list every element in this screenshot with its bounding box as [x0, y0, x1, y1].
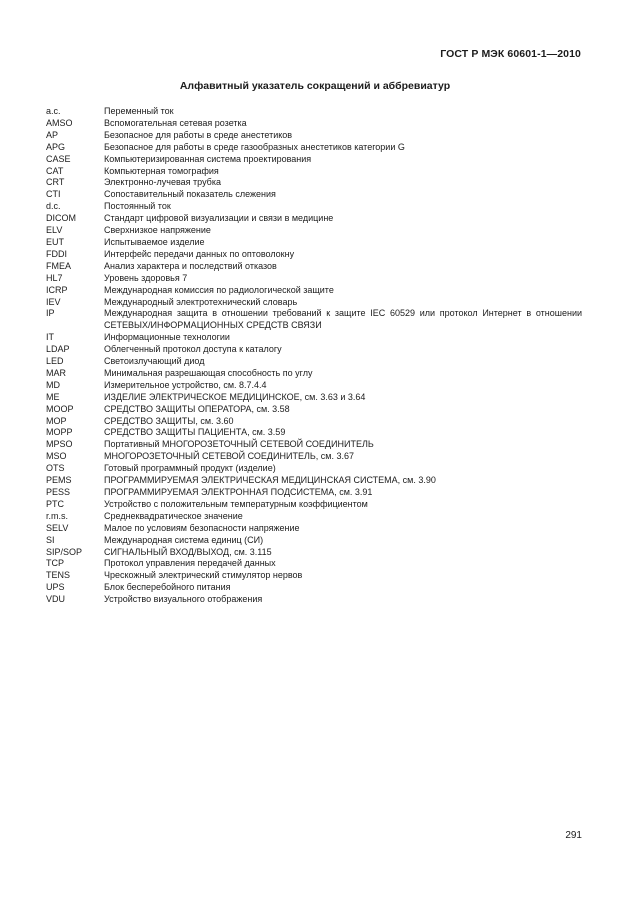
- abbreviation-entry: [46, 392, 582, 404]
- abbreviation-entry: [46, 297, 582, 309]
- abbreviation-term: FDDI: [46, 248, 67, 259]
- abbreviation-term: DICOM: [46, 213, 76, 224]
- abbreviation-entry: [46, 451, 582, 463]
- abbreviation-definition: Чрескожный электрический стимулятор нервов: [104, 570, 303, 581]
- abbreviation-definition: СИГНАЛЬНЫЙ ВХОД/ВЫХОД, см. 3.115: [104, 546, 272, 557]
- abbreviation-term: AMSO: [46, 117, 73, 128]
- abbreviation-term: CTI: [46, 189, 61, 200]
- abbreviation-entry: [46, 142, 582, 154]
- abbreviation-entry: [46, 558, 582, 570]
- abbreviation-definition: Компьютеризированная система проектирования: [104, 153, 312, 164]
- abbreviation-term: a.c.: [46, 106, 61, 116]
- abbreviation-entry: [46, 213, 582, 225]
- abbreviation-term: EUT: [46, 236, 64, 247]
- abbreviation-entry: [46, 547, 582, 559]
- abbreviation-term: MAR: [46, 367, 66, 378]
- abbreviation-term: AP: [46, 129, 59, 140]
- abbreviation-term: ICRP: [46, 284, 68, 295]
- abbreviation-term: MOPP: [46, 427, 73, 438]
- abbreviation-entry: [46, 368, 582, 380]
- abbreviation-entry: [46, 237, 582, 249]
- abbreviation-definition: Блок бесперебойного питания: [104, 582, 231, 593]
- abbreviation-term: PESS: [46, 487, 71, 497]
- abbreviation-term: LED: [46, 356, 64, 367]
- abbreviation-entry: [46, 487, 582, 499]
- abbreviation-term: VDU: [46, 594, 66, 605]
- abbreviation-definition: Протокол управления передачей данных: [104, 558, 276, 569]
- abbreviation-term: r.m.s.: [46, 510, 68, 521]
- abbreviation-term: TCP: [46, 558, 64, 569]
- abbreviation-definition: Готовый программный продукт (изделие): [104, 463, 276, 474]
- abbreviation-entry: [46, 380, 582, 392]
- abbreviation-definition: Среднеквадратическое значение: [104, 510, 243, 521]
- abbreviation-entry: [46, 189, 582, 201]
- abbreviation-entry: [46, 582, 582, 594]
- abbreviation-term: MD: [46, 379, 60, 390]
- abbreviation-definition: Минимальная разрешающая способность по углу: [104, 367, 313, 378]
- abbreviation-definition: Испытываемое изделие: [104, 236, 205, 247]
- abbreviation-term: PTC: [46, 498, 64, 509]
- abbreviation-entry: [46, 499, 582, 511]
- abbreviation-definition: Портативный МНОГОРОЗЕТОЧНЫЙ СЕТЕВОЙ СОЕДИНИТЕЛЬ: [104, 439, 374, 450]
- abbreviation-entry: [46, 177, 582, 189]
- abbreviation-definition: Международная система единиц (СИ): [104, 534, 264, 545]
- abbreviation-entry: [46, 404, 582, 416]
- abbreviation-term: SIP/SOP: [46, 546, 83, 557]
- abbreviation-term: d.c.: [46, 201, 61, 212]
- abbreviation-entry: [46, 106, 582, 118]
- abbreviation-entry: [46, 273, 582, 285]
- abbreviation-term: IEV: [46, 296, 61, 307]
- abbreviation-term: IT: [46, 332, 54, 343]
- abbreviation-term: ELV: [46, 225, 63, 236]
- abbreviation-term: OTS: [46, 463, 65, 474]
- abbreviation-term: SELV: [46, 522, 69, 533]
- abbreviation-definition: Международная комиссия по радиологической защите: [104, 284, 334, 295]
- abbreviation-definition: ПРОГРАММИРУЕМАЯ ЭЛЕКТРИЧЕСКАЯ МЕДИЦИНСКАЯ СИСТЕМА, см. 3.90: [104, 475, 436, 486]
- abbreviation-term: CAT: [46, 165, 64, 176]
- abbreviation-term: CASE: [46, 153, 71, 164]
- abbreviation-definition: ПРОГРАММИРУЕМАЯ ЭЛЕКТРОННАЯ ПОДСИСТЕМА, см. 3.91: [104, 487, 373, 497]
- abbreviation-term: MPSO: [46, 439, 73, 450]
- abbreviation-definition: Измерительное устройство, см. 8.7.4.4: [104, 379, 267, 390]
- abbreviation-entry: [46, 308, 582, 332]
- abbreviation-definition: Стандарт цифровой визуализации и связи в медицине: [104, 213, 334, 224]
- abbreviation-term: MSO: [46, 451, 67, 462]
- abbreviation-term: UPS: [46, 582, 65, 593]
- abbreviation-entry: [46, 463, 582, 475]
- abbreviation-entry: [46, 535, 582, 547]
- abbreviation-definition: Интерфейс передачи данных по оптоволокну: [104, 248, 295, 259]
- abbreviation-definition: Малое по условиям безопасности напряжение: [104, 522, 300, 533]
- document-title: Алфавитный указатель сокращений и аббревиатур: [179, 80, 451, 92]
- abbreviation-definition: Анализ характера и последствий отказов: [104, 260, 277, 271]
- abbreviation-entry: [46, 332, 582, 344]
- abbreviation-definition: Сверхнизкое напряжение: [104, 225, 211, 236]
- abbreviation-definition: Компьютерная томография: [104, 165, 219, 176]
- abbreviation-definition: Вспомогательная сетевая розетка: [104, 117, 247, 128]
- abbreviation-entry: [46, 475, 582, 487]
- abbreviation-term: IP: [46, 308, 55, 319]
- abbreviation-definition: Безопасное для работы в среде газообразных анестетиков категории G: [104, 141, 405, 152]
- abbreviation-definition: Сопоставительный показатель слежения: [104, 189, 276, 200]
- abbreviation-term: MOP: [46, 415, 67, 426]
- standard-reference: ГОСТ Р МЭК 60601-1—2010: [440, 48, 581, 60]
- abbreviation-entry: [46, 427, 582, 439]
- abbreviation-entry: [46, 285, 582, 297]
- abbreviation-entry: [46, 201, 582, 213]
- abbreviation-definition: Информационные технологии: [104, 332, 230, 343]
- abbreviation-entry: [46, 344, 582, 356]
- abbreviation-entry: [46, 225, 582, 237]
- abbreviation-definition: Безопасное для работы в среде анестетиков: [104, 129, 293, 140]
- abbreviation-definition: Международная защита в отношении требований к защите IEC 60529 или протокол Интернет в отношении СЕТЕВЫХ/ИНФОРМАЦИОННЫХ СРЕДСТВ СВЯЗИ: [104, 308, 582, 331]
- abbreviation-entry: [46, 523, 582, 535]
- abbreviation-entry: [46, 166, 582, 178]
- abbreviation-entry: [46, 118, 582, 130]
- abbreviation-term: FMEA: [46, 260, 72, 271]
- abbreviation-term: HL7: [46, 272, 63, 283]
- abbreviation-definition: СРЕДСТВО ЗАЩИТЫ ОПЕРАТОРА, см. 3.58: [104, 403, 290, 414]
- page-number: 291: [565, 830, 582, 841]
- abbreviation-definition: Постоянный ток: [104, 201, 171, 212]
- abbreviation-term: APG: [46, 141, 66, 152]
- abbreviation-term: MOOP: [46, 403, 74, 414]
- abbreviation-term: TENS: [46, 570, 71, 581]
- abbreviation-term: LDAP: [46, 344, 70, 355]
- abbreviation-list: [46, 106, 582, 606]
- abbreviation-entry: [46, 154, 582, 166]
- abbreviation-definition: Электронно-лучевая трубка: [104, 177, 221, 188]
- abbreviation-definition: ИЗДЕЛИЕ ЭЛЕКТРИЧЕСКОЕ МЕДИЦИНСКОЕ, см. 3.63 и 3.64: [104, 391, 366, 402]
- abbreviation-entry: [46, 356, 582, 368]
- abbreviation-definition: Светоизлучающий диод: [104, 356, 205, 367]
- abbreviation-definition: СРЕДСТВО ЗАЩИТЫ, см. 3.60: [104, 415, 234, 426]
- abbreviation-entry: [46, 416, 582, 428]
- abbreviation-term: CRT: [46, 177, 65, 188]
- abbreviation-entry: [46, 570, 582, 582]
- abbreviation-definition: Устройство с положительным температурным коэффициентом: [104, 498, 368, 509]
- abbreviation-term: ME: [46, 391, 60, 402]
- abbreviation-entry: [46, 261, 582, 273]
- abbreviation-definition: Переменный ток: [104, 106, 174, 116]
- abbreviation-definition: СРЕДСТВО ЗАЩИТЫ ПАЦИЕНТА, см. 3.59: [104, 427, 286, 438]
- abbreviation-entry: [46, 130, 582, 142]
- abbreviation-entry: [46, 511, 582, 523]
- abbreviation-entry: [46, 439, 582, 451]
- abbreviation-definition: Уровень здоровья 7: [104, 272, 188, 283]
- abbreviation-term: PEMS: [46, 475, 72, 486]
- abbreviation-definition: Устройство визуального отображения: [104, 594, 263, 605]
- abbreviation-entry: [46, 249, 582, 261]
- abbreviation-entry: [46, 594, 582, 606]
- abbreviation-definition: Облегченный протокол доступа к каталогу: [104, 344, 282, 355]
- abbreviation-term: SI: [46, 534, 55, 545]
- abbreviation-definition: Международный электротехнический словарь: [104, 296, 298, 307]
- abbreviation-definition: МНОГОРОЗЕТОЧНЫЙ СЕТЕВОЙ СОЕДИНИТЕЛЬ, см. 3.67: [104, 451, 354, 462]
